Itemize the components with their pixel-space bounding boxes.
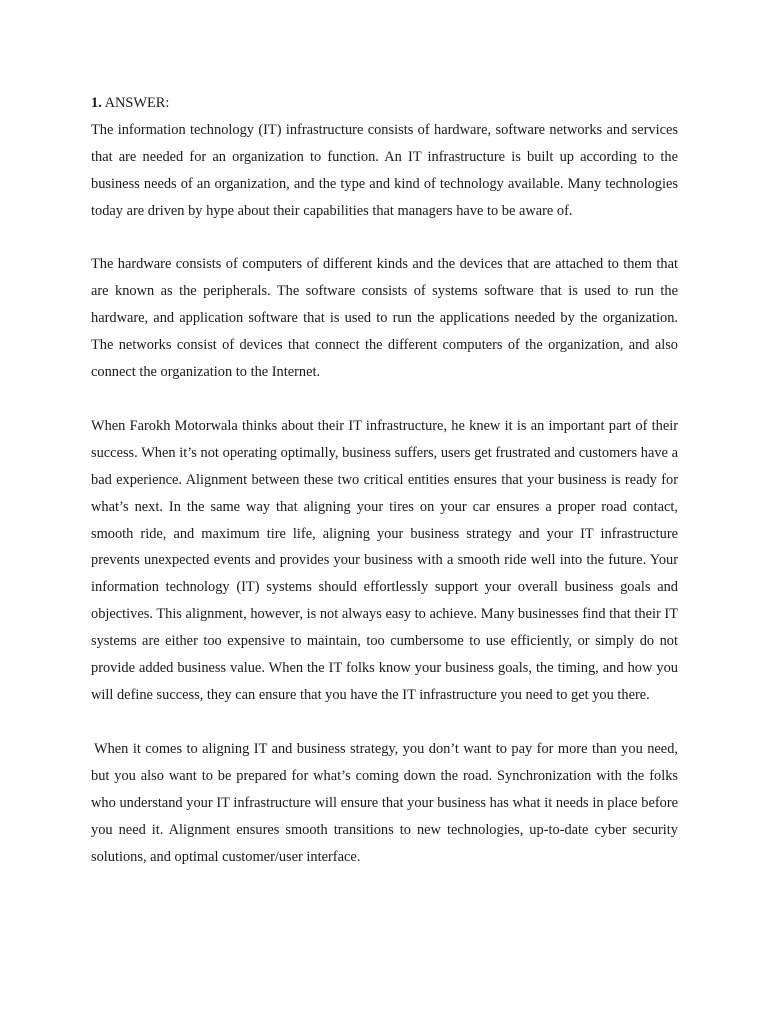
paragraph-it-infrastructure: The information technology (IT) infrastructure consists of hardware, software networks and services that are needed for an organization to function. An IT infrastructure is built up according to the business needs of an organization, and the type and kind of technology available. Many technologies today are driven by hype about their capabilities that managers have to be aware of. [91, 121, 678, 219]
answer-heading [91, 90, 678, 117]
paragraph-hardware-software: The hardware consists of computers of different kinds and the devices that are attached to them that are known as the peripherals. The software consists of systems software that is used to run the hardware, and application software that is used to run the applications needed by the organization. The networks consist of devices that connect the different computers of the organization, and also connect the organization to the Internet. [91, 256, 678, 381]
answer-label: ANSWER: [104, 95, 170, 111]
document-body [91, 90, 678, 870]
paragraph-alignment-strategy: When it comes to aligning IT and business strategy, you don’t want to pay for more than you need, but you also want to be prepared for what’s coming down the road. Synchronization with the folks who understand your IT infrastructure will ensure that your business has what it needs in place before you need it. Alignment ensures smooth transitions to new technologies, up-to-date cyber security solutions, and optimal customer/user interface. [91, 740, 678, 865]
paragraph-farokh-motorwala: When Farokh Motorwala thinks about their IT infrastructure, he knew it is an important part of their success. When it’s not operating optimally, business suffers, users get frustrated and customers have a bad experience. Alignment between these two critical entities ensures that your business is ready for what’s next. In the same way that aligning your tires on your car ensures a proper road contact, smooth ride, and maximum tire life, aligning your business strategy and your IT infrastructure prevents unexpected events and provides your business with a smooth ride well into the future. Your information technology (IT) systems should effortlessly support your overall business goals and objectives. This alignment, however, is not always easy to achieve. Many businesses find that their IT systems are either too expensive to maintain, too cumbersome to use efficiently, or simply do not provide added business value. When the IT folks know your business goals, the timing, and how you will define success, they can ensure that you have the IT infrastructure you need to get you there. [91, 417, 678, 704]
answer-number: 1. [91, 95, 102, 111]
